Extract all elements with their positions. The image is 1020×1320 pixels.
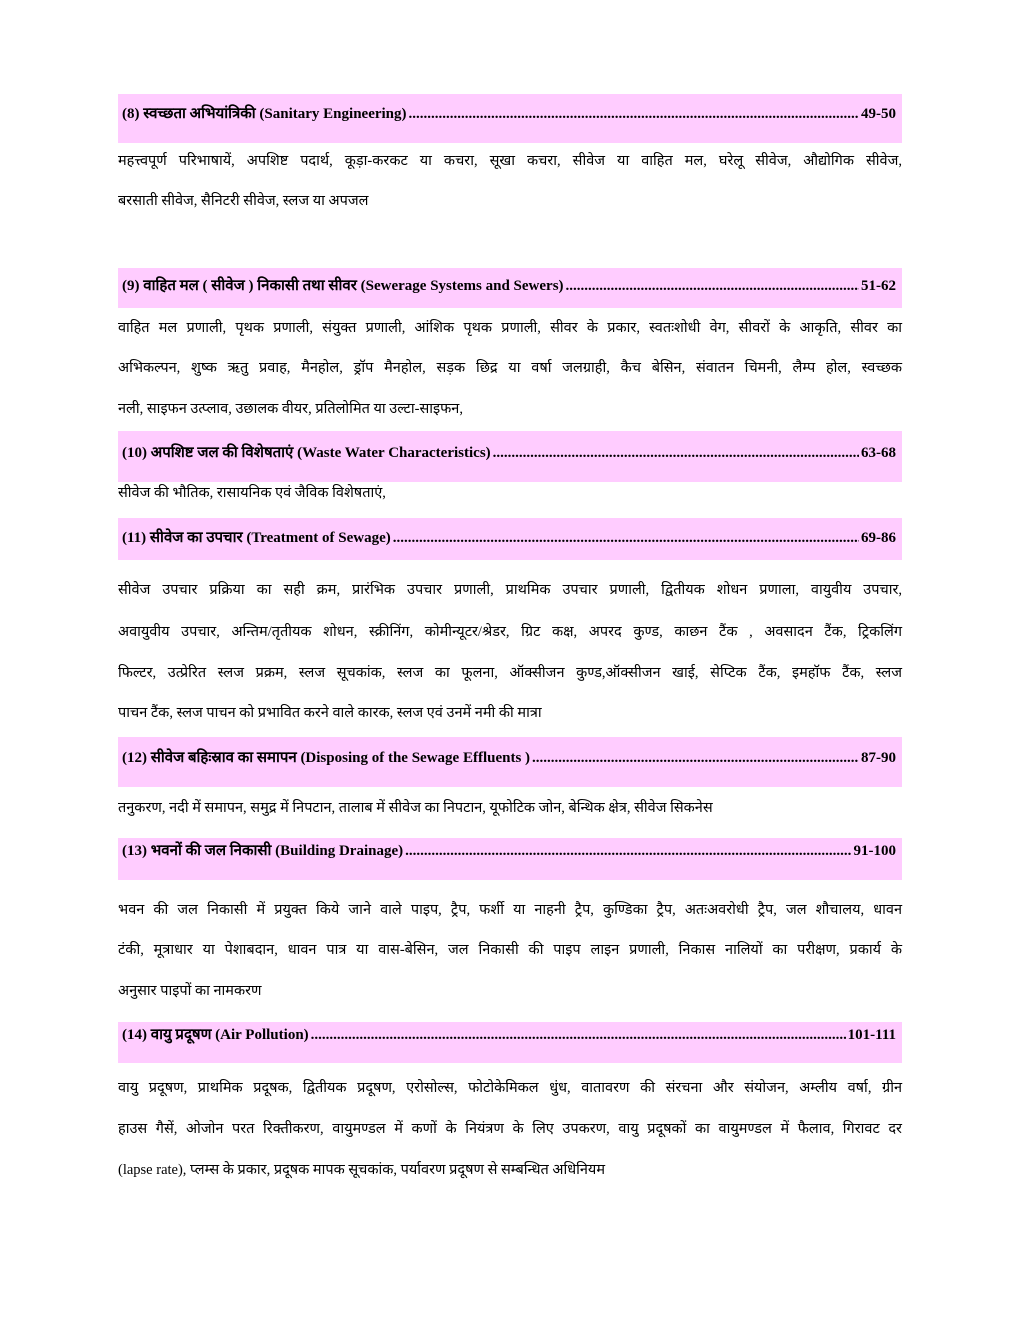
section-heading (118, 737, 902, 787)
section-title: (10) अपशिष्ट जल की विशेषताएं (Waste Water Characteristics) (122, 445, 491, 461)
page-range: 91-100 (853, 843, 896, 859)
dot-leader (409, 106, 859, 123)
page-range: 69-86 (861, 530, 896, 546)
topic-line: अनुसार पाइपों का नामकरण (118, 983, 262, 999)
dot-leader (532, 750, 859, 767)
topic-line: महत्त्वपूर्ण परिभाषायें, अपशिष्ट पदार्थ, कूड़ा-करकट या कचरा, सूखा कचरा, सीवेज या वाहित मल, घरेलू सीवेज, औद्योगिक सीवेज, (118, 153, 902, 169)
section-title: (14) वायु प्रदूषण (Air Pollution) (122, 1027, 309, 1043)
section-title: (13) भवनों की जल निकासी (Building Drainage) (122, 843, 404, 859)
topic-line: फिल्टर, उत्प्रेरित स्लज प्रक्रम, स्लज सूचकांक, स्लज का फूलना, ऑक्सीजन कुण्ड,ऑक्सीजन खाई, सेप्टिक टैंक, इमहॉफ टैंक, स्लज (118, 665, 902, 681)
page-range: 49-50 (861, 106, 896, 122)
topic-line: तनुकरण, नदी में समापन, समुद्र में निपटान, तालाब में सीवेज का निपटान, यूफोटिक जोन, बेन्थिक क्षेत्र, सीवेज सिकनेस (118, 800, 713, 816)
dot-leader (493, 445, 859, 462)
section-heading (118, 518, 902, 560)
section-title: (11) सीवेज का उपचार (Treatment of Sewage) (122, 530, 391, 546)
page-range: 63-68 (861, 445, 896, 461)
topic-line: नली, साइफन उत्प्लाव, उछालक वीयर, प्रतिलोमित या उल्टा-साइफन, (118, 401, 463, 417)
topic-line: वाहित मल प्रणाली, पृथक प्रणाली, संयुक्त प्रणाली, आंशिक पृथक प्रणाली, सीवर के प्रकार, स्वतःशोधी वेग, सीवरों के आकृति, सीवर का (118, 320, 902, 336)
dot-leader (566, 278, 859, 295)
topic-line: वायु प्रदूषण, प्राथमिक प्रदूषक, द्वितीयक प्रदूषण, एरोसोल्स, फोटोकेमिकल धुंध, वातावरण की संरचना और संयोजन, अम्लीय वर्षा, ग्रीन (118, 1080, 902, 1096)
section-title: (8) स्वच्छता अभियांत्रिकी (Sanitary Engineering) (122, 106, 407, 122)
section-title: (12) सीवेज बहिःस्राव का समापन (Disposing of the Sewage Effluents ) (122, 750, 531, 766)
section-heading (118, 431, 902, 482)
topic-line: बरसाती सीवेज, सैनिटरी सीवेज, स्लज या अपजल (118, 193, 369, 209)
topic-line: टंकी, मूत्राधार या पेशाबदान, धावन पात्र या वास-बेसिन, जल निकासी की पाइप लाइन प्रणाली, निकास नालियों का परीक्षण, प्रकार्य के (118, 942, 902, 958)
section-title: (9) वाहित मल ( सीवेज ) निकासी तथा सीवर (Sewerage Systems and Sewers) (122, 278, 564, 294)
topic-line: सीवेज उपचार प्रक्रिया का सही क्रम, प्रारंभिक उपचार प्रणाली, प्राथमिक उपचार प्रणाली, द्वितीयक शोधन प्रणाला, वायुवीय उपचार, (118, 582, 902, 598)
dot-leader (311, 1027, 846, 1044)
topic-line: हाउस गैसें, ओजोन परत रिक्तीकरण, वायुमण्डल में कणों के नियंत्रण के लिए उपकरण, वायु प्रदूषकों का वायुमण्डल में फैलाव, गिरावट दर (118, 1121, 902, 1137)
topic-line: अभिकल्पन, शुष्क ऋतु प्रवाह, मैनहोल, ड्रॉप मैनहोल, सड़क छिद्र या वर्षा जलग्राही, कैच बेसिन, संवातन चिमनी, लैम्प होल, स्वच्छक (118, 360, 902, 376)
topic-line: अवायुवीय उपचार, अन्तिम/तृतीयक शोधन, स्क्रीनिंग, कोमीन्यूटर/श्रेडर, ग्रिट कक्ष, अपरद कुण्ड, काछन टैंक , अवसादन टैंक, ट्रिकलिंग (118, 624, 902, 640)
page-range: 87-90 (861, 750, 896, 766)
topic-line: सीवेज की भौतिक, रासायनिक एवं जैविक विशेषताएं, (118, 485, 386, 501)
dot-leader (393, 530, 859, 547)
section-heading (118, 268, 902, 308)
section-heading (118, 838, 902, 880)
topic-line: पाचन टैंक, स्लज पाचन को प्रभावित करने वाले कारक, स्लज एवं उनमें नमी की मात्रा (118, 705, 542, 721)
section-heading (118, 1022, 902, 1063)
topic-line: भवन की जल निकासी में प्रयुक्त किये जाने वाले पाइप, ट्रैप, फर्शी या नाहनी ट्रैप, कुण्डिका ट्रैप, अतःअवरोधी ट्रैप, जल शौचालय, धावन (118, 902, 902, 918)
section-heading (118, 94, 902, 143)
dot-leader (405, 843, 851, 860)
topic-line: (lapse rate), प्लम्स के प्रकार, प्रदूषक मापक सूचकांक, पर्यावरण प्रदूषण से सम्बन्धित अधिनियम (118, 1162, 606, 1178)
page-range: 101-111 (847, 1027, 896, 1043)
page-range: 51-62 (861, 278, 896, 294)
